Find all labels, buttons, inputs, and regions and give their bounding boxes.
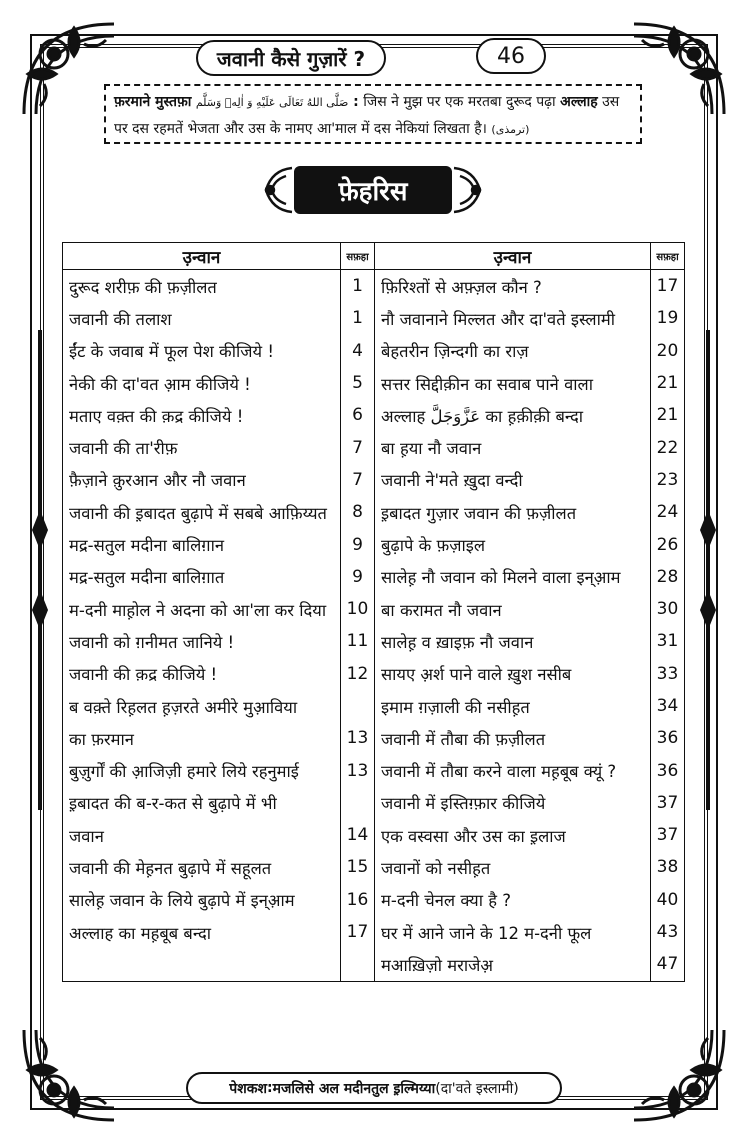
toc-entry-title: म-दनी माह़ोल ने अदना को आ'ला कर दिया (69, 600, 327, 620)
contents-table (62, 242, 685, 982)
toc-entry-page: 28 (656, 566, 679, 587)
footer-publisher: मजलिसे अल मदीनतुल इ़ल्मिय्या (272, 1080, 436, 1097)
index-heading: फ़ेहरिस (294, 166, 452, 214)
toc-entry-page: 12 (346, 663, 369, 684)
toc-entry-title: जवानी में इस्तिग़्फ़ार कीजिये (381, 794, 546, 814)
toc-entry-page: 47 (656, 954, 679, 975)
col-title-header: उ़न्वान (63, 243, 341, 270)
toc-entry-title: एक वस्वसा और उस का इ़लाज (381, 826, 566, 846)
toc-entry-page: 36 (656, 760, 679, 781)
toc-entry-page: 19 (656, 308, 679, 329)
toc-entry-page: 15 (346, 857, 369, 878)
toc-entry-title: नेकी की दा'वत आ़म कीजिये ! (69, 374, 251, 394)
toc-entry-title: दुरूद शरीफ़ की फ़ज़ीलत (69, 277, 217, 297)
toc-entry-page: 14 (346, 825, 369, 846)
toc-entry-page: 22 (656, 437, 679, 458)
toc-entry-title: सालेह़ नौ जवान को मिलने वाला इन्आ़म (381, 568, 621, 588)
toc-entry-title: फ़िरिश्तों से अफ़्ज़ल कौन ? (381, 277, 542, 297)
toc-entry-page: 23 (656, 469, 679, 490)
toc-entry-title: नौ जवानाने मिल्लत और दा'वते इस्लामी (381, 309, 616, 329)
toc-entry-page: 7 (352, 437, 363, 458)
toc-entry-page: 6 (352, 405, 363, 426)
hadith-box (104, 84, 642, 144)
left-pages-column (341, 270, 375, 982)
toc-entry-page: 20 (656, 340, 679, 361)
toc-entry-page: 1 (352, 276, 363, 297)
toc-entry-page: 13 (346, 728, 369, 749)
toc-entry-title: इ़बादत गुज़ार जवान की फ़ज़ीलत (381, 503, 577, 523)
toc-entry-page: 11 (346, 631, 369, 652)
left-titles-column (63, 270, 341, 982)
toc-entry-title: अल्लाह का मह़बूब बन्दा (69, 923, 211, 943)
toc-entry-page: 8 (352, 502, 363, 523)
hadith-text-2: उस पर दस रहमतें भेजता और उस के नामए आ'माल में दस नेकियां लिखता है। (114, 94, 620, 137)
toc-entry-page: 38 (656, 857, 679, 878)
toc-entry-page: 5 (352, 373, 363, 394)
toc-entry-page: 1 (352, 308, 363, 329)
toc-entry-page: 26 (656, 534, 679, 555)
corner-ornament-icon (624, 1020, 734, 1130)
toc-entry-title: जवानी में तौबा की फ़ज़ीलत (381, 729, 546, 749)
hadith-colon: : (348, 94, 359, 110)
toc-entry-title: घर में आने जाने के 12 म-दनी फूल (381, 923, 592, 943)
toc-entry-page (341, 690, 374, 722)
toc-entry-title: जवानों को नसीह़त (381, 858, 491, 878)
toc-entry-title: जवानी की क़द्र कीजिये ! (69, 665, 218, 685)
toc-entry-title: मद्र-सतुल मदीना बालिग़ात (69, 568, 225, 588)
toc-entry-title: जवान (69, 826, 104, 846)
toc-entry-title: ब वक़्ते रिह़लत ह़ज़रते अमीरे मुआ़विया (69, 697, 298, 717)
toc-entry-page: 24 (656, 502, 679, 523)
toc-entry-page: 31 (656, 631, 679, 652)
toc-entry-page: 9 (352, 534, 363, 555)
toc-entry-page: 17 (656, 276, 679, 297)
col-page-header: सफ़हा (651, 243, 685, 270)
toc-entry-page: 13 (346, 760, 369, 781)
toc-entry-page: 10 (346, 599, 369, 620)
toc-entry-title: बुढ़ापे के फ़ज़ाइल (381, 536, 486, 556)
toc-entry-page (341, 787, 374, 819)
toc-entry-title: बेहतरीन ज़िन्दगी का राज़ (381, 342, 529, 362)
side-ornament-icon (700, 330, 716, 810)
toc-entry-title: म-दनी चेनल क्या है ? (381, 891, 512, 911)
col-title-header: उ़न्वान (375, 243, 651, 270)
toc-entry-title: सत्तर सिद्दीक़ीन का सवाब पाने वाला (381, 374, 593, 394)
toc-entry-title: मद्र-सतुल मदीना बालिग़ान (69, 536, 225, 556)
toc-entry-title: बा करामत नौ जवान (381, 600, 502, 620)
toc-entry-title: जवानी की मेह़नत बुढ़ापे में सहूलत (69, 858, 272, 878)
toc-entry-title: बुज़ुर्गों की आ़जिज़ी हमारे लिये रहनुमाई (69, 762, 299, 782)
hadith-text-1: जिस ने मुझ पर एक मरतबा दुरूद पढ़ा (358, 94, 561, 110)
toc-entry-page: 21 (656, 405, 679, 426)
toc-entry-title: जवानी ने'मते ख़ुदा वन्दी (381, 471, 523, 491)
toc-entry-title: इ़बादत की ब-र-कत से बुढ़ापे में भी (69, 794, 277, 814)
toc-entry-page: 16 (346, 889, 369, 910)
hadith-allah: अल्लाह (560, 94, 598, 110)
toc-entry-title: जवानी की ता'रीफ़ (69, 439, 178, 459)
side-ornament-icon (32, 330, 48, 810)
toc-entry-title: जवानी की तलाश (69, 309, 172, 329)
toc-entry-title: अल्लाह عَزَّوَجَلَّ का ह़क़ीक़ी बन्दा (381, 406, 584, 426)
toc-entry-title: मताए वक़्त की क़द्र कीजिये ! (69, 406, 244, 426)
toc-entry-title: बा ह़या नौ जवान (381, 439, 482, 459)
toc-entry-page: 33 (656, 663, 679, 684)
toc-entry-page: 21 (656, 373, 679, 394)
toc-entry-title: जवानी में तौबा करने वाला मह़बूब क्यूं ? (381, 762, 617, 782)
index-heading-banner (258, 160, 488, 220)
toc-entry-title: सालेह़ जवान के लिये बुढ़ापे में इन्आ़म (69, 891, 295, 911)
toc-entry-title: का फ़रमान (69, 729, 134, 749)
toc-entry-title: मआख़िज़ो मराजेअ़ (381, 955, 493, 975)
toc-entry-page: 37 (656, 792, 679, 813)
toc-entry-title: इमाम ग़ज़ाली की नसीह़त (381, 697, 530, 717)
right-titles-column (375, 270, 651, 982)
toc-entry-page: 30 (656, 599, 679, 620)
hadith-lead: फ़रमाने मुस्तफ़ा (114, 94, 192, 110)
book-title: जवानी कैसे गुज़ारें ? (196, 40, 386, 76)
toc-entry-page: 37 (656, 825, 679, 846)
page-number: 46 (476, 38, 546, 74)
toc-entry-title: जवानी की इ़बादत बुढ़ापे में सबबे आफ़िय्यत (69, 503, 327, 523)
toc-entry-page: 4 (352, 340, 363, 361)
footer-org: (दा'वते इस्लामी) (435, 1080, 519, 1097)
table-header-row (63, 243, 685, 270)
right-pages-column (651, 270, 685, 982)
col-page-header: सफ़हा (341, 243, 375, 270)
toc-entry-title: फ़ैज़ाने क़ुरआन और नौ जवान (69, 471, 246, 491)
toc-entry-page: 34 (656, 696, 679, 716)
toc-entry-page: 36 (656, 728, 679, 749)
corner-ornament-icon (14, 1020, 124, 1130)
toc-entry-title: जवानी को ग़नीमत जानिये ! (69, 632, 235, 652)
toc-entry-page: 17 (346, 922, 369, 943)
toc-entry-page: 9 (352, 566, 363, 587)
toc-entry-title: ईंट के जवाब में फूल पेश कीजिये ! (69, 342, 274, 362)
toc-entry-page: 43 (656, 922, 679, 943)
hadith-source: (ترمذی) (491, 123, 530, 136)
toc-entry-page: 40 (656, 889, 679, 910)
toc-entry-page: 7 (352, 469, 363, 490)
footer-label: पेशकश (229, 1080, 268, 1097)
hadith-salutation: صَلَّى اللهُ تَعَالَى عَلَيْهِ وَ اٰلِهٖ وَسَلَّم (195, 96, 349, 109)
publisher-footer (186, 1072, 562, 1104)
footer-colon: : (267, 1080, 273, 1096)
toc-entry-title: सालेह़ व ख़ाइफ़ नौ जवान (381, 632, 534, 652)
toc-entry-title: सायए अ़र्श पाने वाले ख़ुश नसीब (381, 665, 572, 685)
